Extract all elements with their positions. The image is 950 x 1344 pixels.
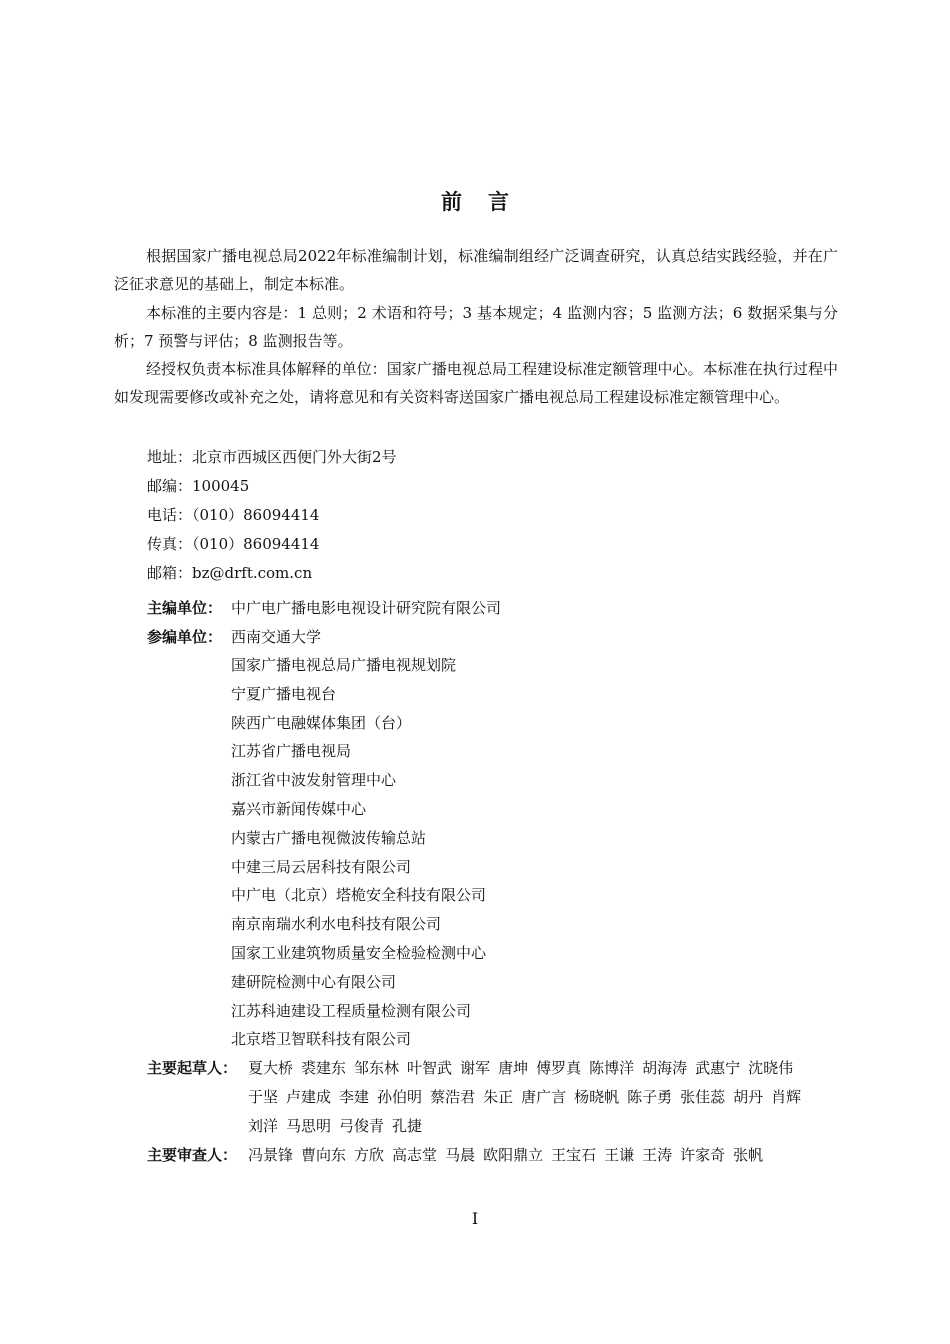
person-name: 杨晓帆 <box>574 1088 620 1106</box>
participant-item: 陕西广电融媒体集团（台） <box>231 713 412 732</box>
person-name: 王涛 <box>642 1146 673 1164</box>
content-paragraph: 本标准的主要内容是：1 总则；2 术语和符号；3 基本规定；4 监测内容；5 监测方法；6 数据采集与分析；7 预警与评估；8 监测报告等。 <box>114 304 838 350</box>
contact-address: 地址：北京市西城区西便门外大街2号 <box>147 448 397 466</box>
person-name: 王宝石 <box>551 1146 597 1164</box>
person-name: 张帆 <box>733 1146 764 1164</box>
contact-email: 邮箱：bz@drft.com.cn <box>147 564 313 582</box>
person-name: 曹向东 <box>301 1146 347 1164</box>
participant-item: 国家工业建筑物质量安全检验检测中心 <box>231 943 487 962</box>
person-name: 弓俊青 <box>339 1117 385 1135</box>
person-name: 欧阳鼎立 <box>483 1146 544 1164</box>
contact-postcode: 邮编：100045 <box>147 477 250 495</box>
participant-item: 南京南瑞水利水电科技有限公司 <box>231 915 442 934</box>
person-name: 张佳蕊 <box>680 1088 726 1106</box>
person-name: 裘建东 <box>301 1059 347 1077</box>
contact-fax: 传真：（010）86094414 <box>147 535 320 553</box>
person-name: 陈博洋 <box>589 1059 635 1077</box>
participants-label: 参编单位： <box>147 628 223 646</box>
person-name: 许家奇 <box>680 1146 726 1164</box>
participant-item: 西南交通大学 <box>231 628 322 646</box>
participant-item: 国家广播电视总局广播电视规划院 <box>231 656 457 674</box>
person-name: 胡丹 <box>733 1088 764 1106</box>
participant-item: 中建三局云居科技有限公司 <box>231 857 412 876</box>
contact-phone: 电话：（010）86094414 <box>147 506 320 524</box>
person-name: 马思明 <box>286 1117 332 1135</box>
person-name: 蔡浩君 <box>430 1088 476 1106</box>
page-number: I <box>471 1209 479 1228</box>
participant-item: 嘉兴市新闻传媒中心 <box>231 799 367 818</box>
person-name: 马晨 <box>445 1146 476 1164</box>
person-name: 沈晓伟 <box>748 1059 794 1077</box>
participant-item: 浙江省中波发射管理中心 <box>231 771 397 790</box>
page-title: 前言 <box>441 190 535 214</box>
drafters-label: 主要起草人： <box>147 1059 238 1077</box>
editor-value: 中广电广播电影电视设计研究院有限公司 <box>231 599 502 617</box>
intro-paragraph: 根据国家广播电视总局2022年标准编制计划，标准编制组经广泛调查研究，认真总结实践经验，并在广泛征求意见的基础上，制定本标准。 <box>114 247 838 293</box>
person-name: 方欣 <box>354 1146 385 1164</box>
person-name: 孙伯明 <box>377 1088 423 1106</box>
person-name: 王谦 <box>604 1146 635 1164</box>
person-name: 冯景锋 <box>248 1146 294 1164</box>
person-name: 卢建成 <box>286 1088 332 1106</box>
person-name: 唐广言 <box>521 1088 567 1106</box>
participant-item: 内蒙古广播电视微波传输总站 <box>231 828 427 847</box>
person-name: 李建 <box>339 1088 370 1106</box>
person-name: 孔捷 <box>392 1117 423 1135</box>
person-name: 谢军 <box>460 1059 491 1077</box>
participant-item: 江苏科迪建设工程质量检测有限公司 <box>231 1001 472 1020</box>
person-name: 高志堂 <box>392 1146 438 1164</box>
participants-list <box>231 655 486 1058</box>
person-name: 唐坤 <box>498 1059 529 1077</box>
participant-item: 北京塔卫智联科技有限公司 <box>231 1030 412 1049</box>
person-name: 武惠宁 <box>695 1059 741 1077</box>
person-name: 刘洋 <box>248 1117 279 1135</box>
participant-item: 江苏省广播电视局 <box>231 742 352 761</box>
person-name: 朱正 <box>483 1088 514 1106</box>
participant-item: 建研院检测中心有限公司 <box>231 972 397 991</box>
reviewers-list <box>248 1145 828 1174</box>
person-name: 傅罗真 <box>536 1059 582 1077</box>
person-name: 肖辉 <box>771 1088 802 1106</box>
drafters-list <box>248 1058 828 1145</box>
person-name: 夏大桥 <box>248 1059 294 1077</box>
participant-item: 中广电（北京）塔桅安全科技有限公司 <box>231 886 487 905</box>
person-name: 胡海涛 <box>642 1059 688 1077</box>
person-name: 于坚 <box>248 1088 279 1106</box>
editor-label: 主编单位： <box>147 599 223 617</box>
reviewers-label: 主要审查人： <box>147 1146 238 1164</box>
interpretation-paragraph: 经授权负责本标准具体解释的单位：国家广播电视总局工程建设标准定额管理中心。本标准在执行过程中如发现需要修改或补充之处，请将意见和有关资料寄送国家广播电视总局工程建设标准定额管理中心。 <box>114 360 838 406</box>
person-name: 邹东林 <box>354 1059 400 1077</box>
person-name: 陈子勇 <box>627 1088 673 1106</box>
participant-item: 宁夏广播电视台 <box>231 684 337 703</box>
person-name: 叶智武 <box>407 1059 453 1077</box>
